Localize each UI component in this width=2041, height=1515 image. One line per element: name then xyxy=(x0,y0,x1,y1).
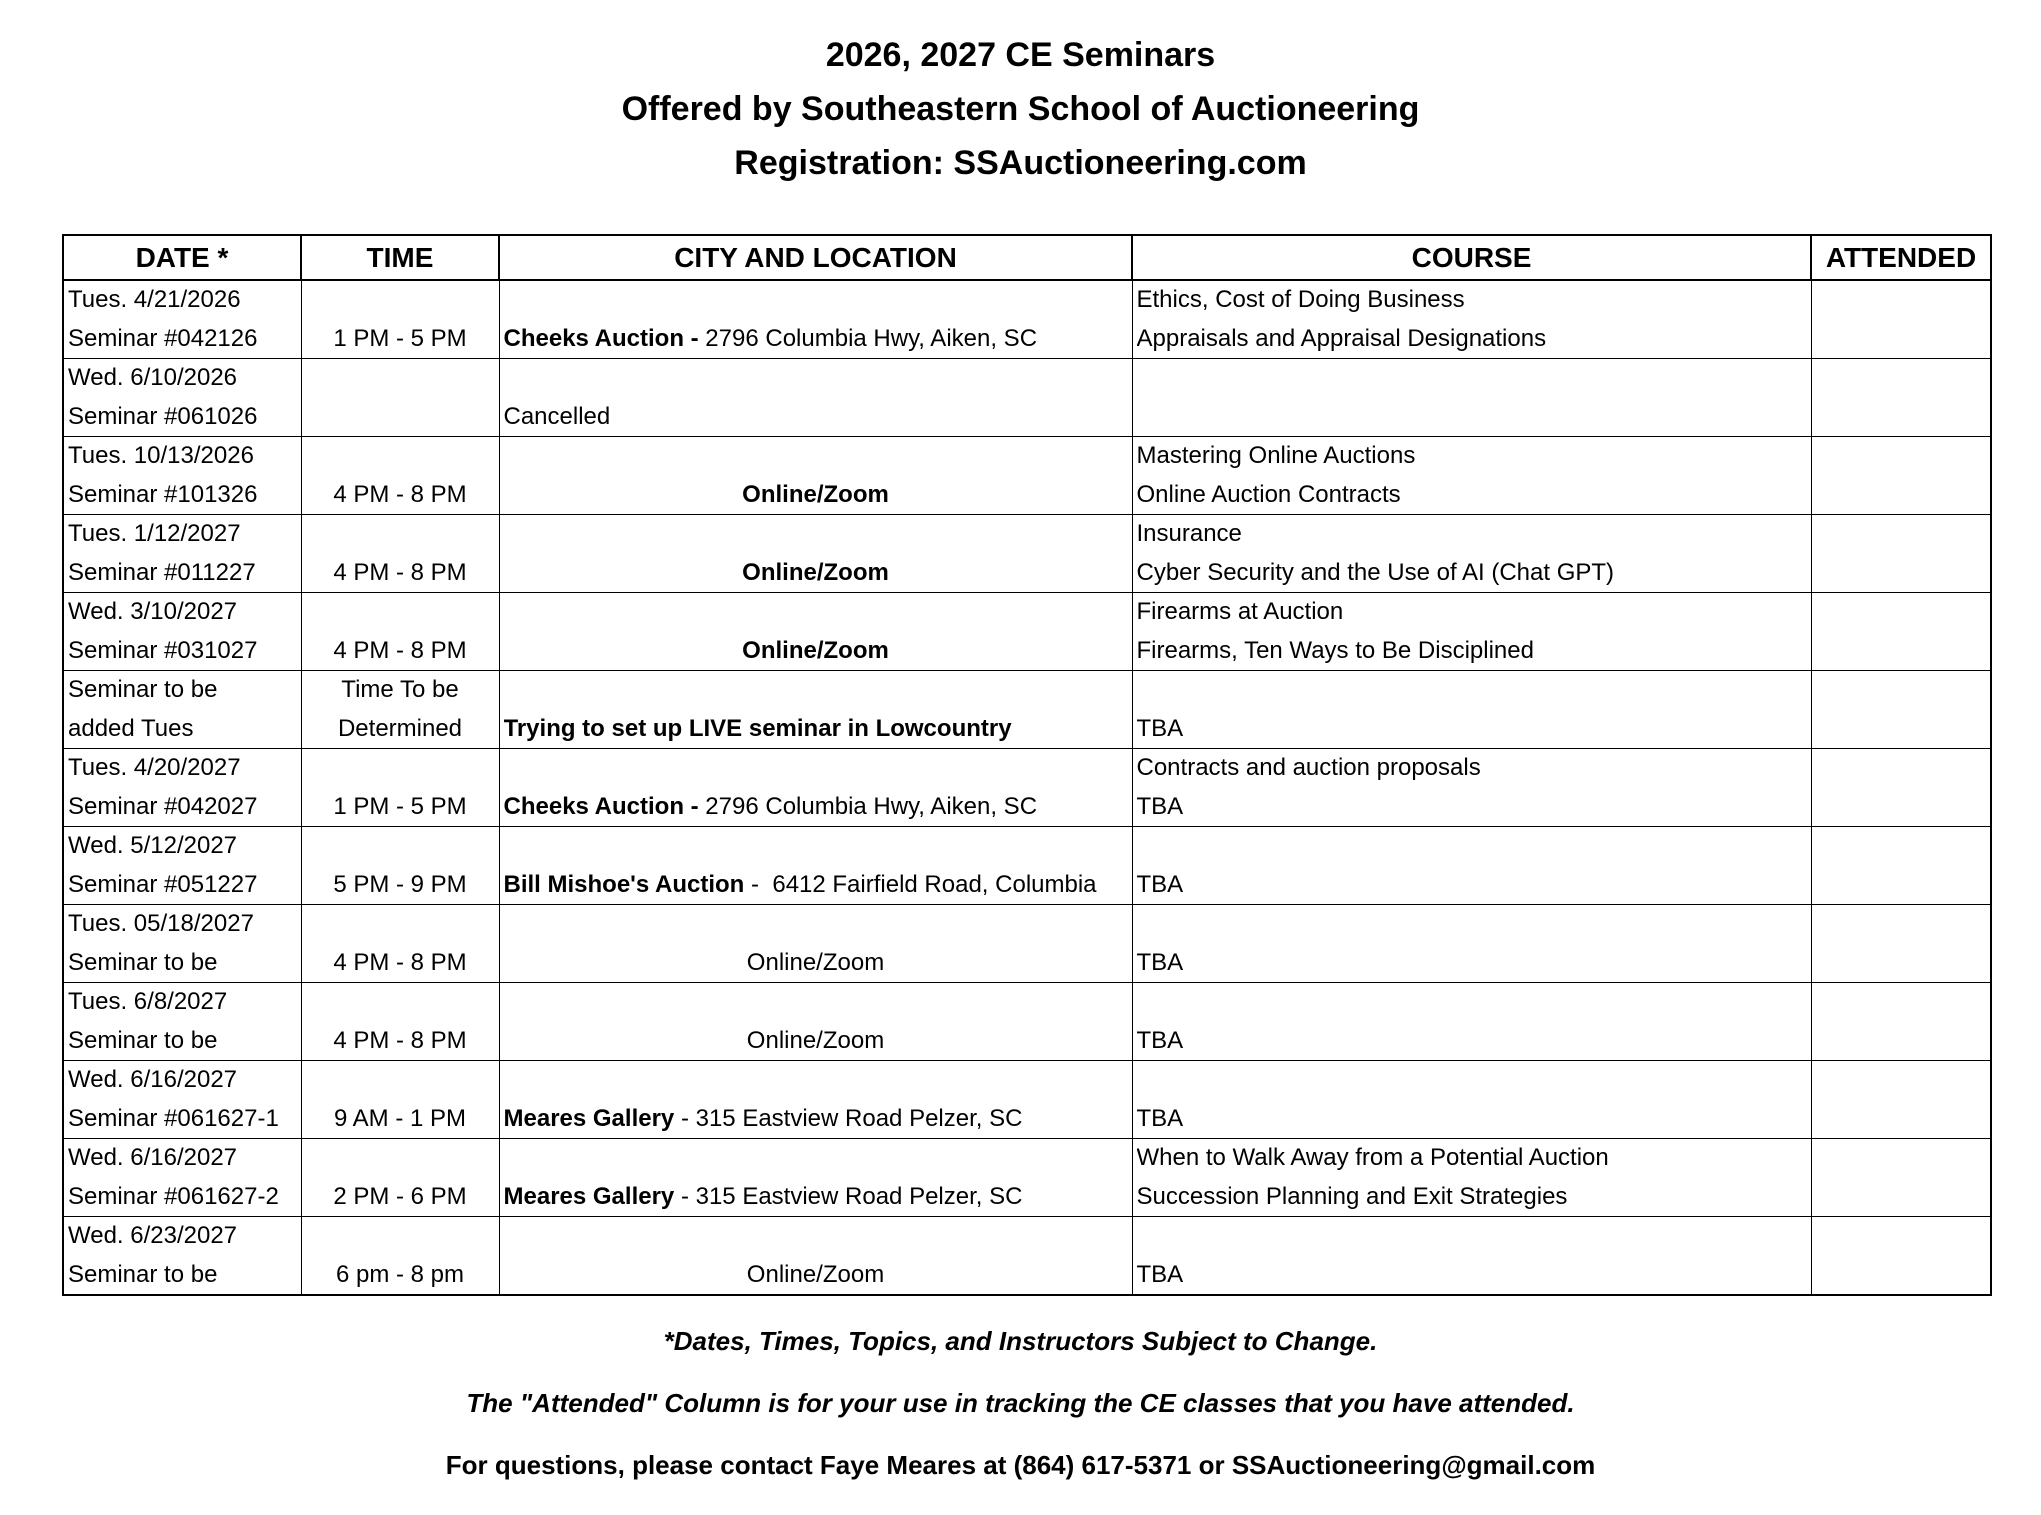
table-row xyxy=(63,1061,1991,1139)
seminar-date: Tues. 4/21/2026 xyxy=(68,286,241,313)
course-title: TBA xyxy=(1136,714,1184,742)
date-cell xyxy=(63,1139,301,1217)
location-address: Online/Zoom xyxy=(746,948,885,976)
time-text xyxy=(306,1061,495,1100)
seminar-number: Seminar #061627-2 xyxy=(68,1182,279,1210)
course-cell xyxy=(1132,749,1811,827)
footer-disclaimer: *Dates, Times, Topics, and Instructors Subject to Change. xyxy=(663,1326,1378,1356)
seminar-date: Wed. 3/10/2027 xyxy=(68,598,238,625)
time-text: 4 PM - 8 PM xyxy=(333,636,467,664)
location-cell xyxy=(499,1217,1132,1296)
column-header-location: CITY AND LOCATION xyxy=(499,235,1132,280)
time-text: 4 PM - 8 PM xyxy=(333,1026,467,1054)
location-line xyxy=(504,710,1128,749)
location-line xyxy=(504,398,1128,437)
location-cell xyxy=(499,1139,1132,1217)
seminar-number: Seminar #042126 xyxy=(68,324,258,352)
course-cell xyxy=(1132,983,1811,1061)
location-cell xyxy=(499,827,1132,905)
time-cell xyxy=(301,515,499,593)
time-text xyxy=(306,515,495,554)
location-line xyxy=(504,320,1128,359)
date-cell xyxy=(63,359,301,437)
course-title: Online Auction Contracts xyxy=(1136,480,1401,508)
time-text: 1 PM - 5 PM xyxy=(333,324,467,352)
location-cell xyxy=(499,749,1132,827)
spacer xyxy=(504,1217,1128,1256)
time-cell xyxy=(301,359,499,437)
table-header-row xyxy=(63,235,1991,280)
location-cell xyxy=(499,593,1132,671)
page-title: 2026, 2027 CE Seminars xyxy=(825,36,1216,74)
location-address: Cancelled xyxy=(503,402,611,430)
time-text: 1 PM - 5 PM xyxy=(333,792,467,820)
course-cell xyxy=(1132,827,1811,905)
course-title xyxy=(1137,983,1807,1022)
course-title: Appraisals and Appraisal Designations xyxy=(1136,324,1547,352)
time-cell xyxy=(301,280,499,359)
time-cell xyxy=(301,827,499,905)
location-line xyxy=(504,1022,1128,1061)
course-title xyxy=(1137,905,1807,944)
time-text: 2 PM - 6 PM xyxy=(333,1182,467,1210)
location-name: Cheeks Auction - xyxy=(503,324,699,352)
seminar-date: Wed. 6/16/2027 xyxy=(68,1144,238,1171)
date-cell xyxy=(63,515,301,593)
time-text xyxy=(306,437,495,476)
spacer xyxy=(504,749,1128,788)
table-row xyxy=(63,827,1991,905)
seminar-date: Wed. 5/12/2027 xyxy=(68,832,238,859)
seminar-date: Tues. 4/20/2027 xyxy=(68,754,241,781)
course-title xyxy=(1137,359,1807,398)
location-address: 2796 Columbia Hwy, Aiken, SC xyxy=(698,792,1038,820)
table-row xyxy=(63,280,1991,359)
time-text: 4 PM - 8 PM xyxy=(333,558,467,586)
course-title xyxy=(1137,1217,1807,1256)
location-cell xyxy=(499,359,1132,437)
course-title xyxy=(1137,1061,1807,1100)
table-row xyxy=(63,1139,1991,1217)
date-cell xyxy=(63,1217,301,1296)
spacer xyxy=(504,983,1128,1022)
course-cell xyxy=(1132,280,1811,359)
attended-checkbox-cell[interactable] xyxy=(1811,1061,1991,1139)
location-line xyxy=(504,1256,1128,1295)
seminar-number: Seminar #101326 xyxy=(68,480,258,508)
course-title: Contracts and auction proposals xyxy=(1136,754,1481,781)
spacer xyxy=(504,1061,1128,1100)
table-body xyxy=(63,280,1991,1295)
course-title xyxy=(1137,398,1807,437)
time-cell xyxy=(301,1061,499,1139)
course-title: Ethics, Cost of Doing Business xyxy=(1136,286,1465,313)
course-cell xyxy=(1132,905,1811,983)
spacer xyxy=(504,827,1128,866)
table-row xyxy=(63,593,1991,671)
location-address: Online/Zoom xyxy=(746,1260,885,1288)
time-text xyxy=(306,593,495,632)
course-title: TBA xyxy=(1136,870,1184,898)
course-cell xyxy=(1132,359,1811,437)
location-address: - 6412 Fairfield Road, Columbia xyxy=(744,870,1097,898)
time-cell xyxy=(301,1139,499,1217)
time-text xyxy=(306,398,495,437)
course-title: Succession Planning and Exit Strategies xyxy=(1136,1182,1568,1210)
spacer xyxy=(504,515,1128,554)
time-cell xyxy=(301,593,499,671)
seminar-number: Seminar #051227 xyxy=(68,870,258,898)
course-cell xyxy=(1132,1139,1811,1217)
spacer xyxy=(504,359,1128,398)
attended-checkbox-cell[interactable] xyxy=(1811,983,1991,1061)
table-row xyxy=(63,983,1991,1061)
registration-link[interactable]: Registration: SSAuctioneering.com xyxy=(734,144,1307,182)
time-text xyxy=(306,359,495,398)
table-row xyxy=(63,749,1991,827)
location-address: - 315 Eastview Road Pelzer, SC xyxy=(674,1104,1023,1132)
attended-checkbox-cell[interactable] xyxy=(1811,1217,1991,1296)
table-row xyxy=(63,359,1991,437)
seminar-number: Seminar #031027 xyxy=(68,636,258,664)
seminar-number: Seminar to be xyxy=(68,1026,218,1054)
column-header-date: DATE * xyxy=(63,235,301,280)
seminar-number: Seminar #042027 xyxy=(68,792,258,820)
location-name: Bill Mishoe's Auction xyxy=(503,870,745,898)
location-line xyxy=(504,476,1128,515)
location-address: Online/Zoom xyxy=(746,1026,885,1054)
seminar-number: Seminar #061026 xyxy=(68,402,258,430)
location-line xyxy=(504,866,1128,905)
seminar-number: Seminar to be xyxy=(68,1260,218,1288)
time-text xyxy=(306,983,495,1022)
seminar-number: Seminar to be xyxy=(68,948,218,976)
date-cell xyxy=(63,905,301,983)
seminar-date: Tues. 10/13/2026 xyxy=(68,442,254,469)
course-cell xyxy=(1132,515,1811,593)
table-row xyxy=(63,437,1991,515)
attended-checkbox-cell[interactable] xyxy=(1811,905,1991,983)
course-title: Firearms at Auction xyxy=(1136,598,1344,625)
seminar-date: Wed. 6/23/2027 xyxy=(68,1222,238,1249)
spacer xyxy=(504,437,1128,476)
date-cell xyxy=(63,749,301,827)
location-name: Cheeks Auction - xyxy=(503,792,699,820)
location-name: Online/Zoom xyxy=(742,558,889,586)
time-cell xyxy=(301,437,499,515)
time-text xyxy=(306,1139,495,1178)
time-text: Determined xyxy=(337,714,463,742)
course-cell xyxy=(1132,437,1811,515)
course-title: TBA xyxy=(1136,1104,1184,1132)
column-header-time: TIME xyxy=(301,235,499,280)
location-line xyxy=(504,944,1128,983)
location-name: Meares Gallery xyxy=(503,1104,675,1132)
course-cell xyxy=(1132,671,1811,749)
attended-checkbox-cell[interactable] xyxy=(1811,515,1991,593)
location-cell xyxy=(499,671,1132,749)
location-name: Trying to set up LIVE seminar in Lowcountry xyxy=(503,714,1012,742)
seminar-date: Seminar to be xyxy=(68,676,218,703)
column-header-course: COURSE xyxy=(1132,235,1811,280)
seminar-number: added Tues xyxy=(68,714,194,742)
seminar-date: Tues. 1/12/2027 xyxy=(68,520,241,547)
time-cell xyxy=(301,749,499,827)
time-text: 5 PM - 9 PM xyxy=(333,870,467,898)
location-cell xyxy=(499,983,1132,1061)
course-cell xyxy=(1132,1217,1811,1296)
table-row xyxy=(63,671,1991,749)
location-name: Meares Gallery xyxy=(503,1182,675,1210)
date-cell xyxy=(63,593,301,671)
date-cell xyxy=(63,280,301,359)
location-line xyxy=(504,554,1128,593)
footer-contact: For questions, please contact Faye Meares at (864) 617-5371 or SSAuctioneering@gmail.com xyxy=(445,1450,1596,1480)
course-title: TBA xyxy=(1136,948,1184,976)
location-line xyxy=(504,1178,1128,1217)
location-line xyxy=(504,632,1128,671)
date-cell xyxy=(63,983,301,1061)
attended-checkbox-cell[interactable] xyxy=(1811,1139,1991,1217)
attended-checkbox-cell[interactable] xyxy=(1811,827,1991,905)
seminar-number: Seminar #011227 xyxy=(68,558,256,586)
course-title: TBA xyxy=(1136,1260,1184,1288)
attended-checkbox-cell[interactable] xyxy=(1811,359,1991,437)
time-text: 9 AM - 1 PM xyxy=(333,1104,467,1132)
attended-checkbox-cell[interactable] xyxy=(1811,593,1991,671)
seminar-date: Wed. 6/10/2026 xyxy=(68,364,238,391)
seminar-date: Tues. 6/8/2027 xyxy=(68,988,228,1015)
location-name: Online/Zoom xyxy=(742,480,889,508)
spacer xyxy=(504,281,1128,320)
date-cell xyxy=(63,437,301,515)
time-cell xyxy=(301,1217,499,1296)
time-cell xyxy=(301,983,499,1061)
table-row xyxy=(63,905,1991,983)
location-cell xyxy=(499,905,1132,983)
attended-checkbox-cell[interactable] xyxy=(1811,671,1991,749)
footer-attended-note: The "Attended" Column is for your use in tracking the CE classes that you have attended. xyxy=(466,1388,1575,1418)
course-title: TBA xyxy=(1136,792,1184,820)
time-text xyxy=(306,749,495,788)
location-cell xyxy=(499,280,1132,359)
course-cell xyxy=(1132,593,1811,671)
time-text: 4 PM - 8 PM xyxy=(333,480,467,508)
seminar-number: Seminar #061627-1 xyxy=(68,1104,279,1132)
date-cell xyxy=(63,827,301,905)
attended-checkbox-cell[interactable] xyxy=(1811,437,1991,515)
time-cell xyxy=(301,671,499,749)
spacer xyxy=(504,1139,1128,1178)
course-title: TBA xyxy=(1136,1026,1184,1054)
location-line xyxy=(504,1100,1128,1139)
spacer xyxy=(504,905,1128,944)
course-title: Mastering Online Auctions xyxy=(1136,442,1416,469)
time-text xyxy=(306,905,495,944)
course-title: Firearms, Ten Ways to Be Disciplined xyxy=(1136,636,1534,664)
time-text xyxy=(306,281,495,320)
location-address: - 315 Eastview Road Pelzer, SC xyxy=(674,1182,1023,1210)
location-cell xyxy=(499,515,1132,593)
course-title: When to Walk Away from a Potential Auction xyxy=(1136,1144,1609,1171)
location-name: Online/Zoom xyxy=(742,636,889,664)
time-text xyxy=(306,1217,495,1256)
table-row xyxy=(63,1217,1991,1296)
spacer xyxy=(504,671,1128,710)
table-row xyxy=(63,515,1991,593)
time-text: Time To be xyxy=(341,676,459,703)
attended-checkbox-cell[interactable] xyxy=(1811,749,1991,827)
course-title xyxy=(1137,827,1807,866)
location-address: 2796 Columbia Hwy, Aiken, SC xyxy=(698,324,1038,352)
page-subtitle: Offered by Southeastern School of Auctioneering xyxy=(621,90,1420,128)
location-cell xyxy=(499,437,1132,515)
time-text xyxy=(306,827,495,866)
seminar-date: Wed. 6/16/2027 xyxy=(68,1066,238,1093)
location-line xyxy=(504,788,1128,827)
spacer xyxy=(504,593,1128,632)
attended-checkbox-cell[interactable] xyxy=(1811,280,1991,359)
column-header-attended: ATTENDED xyxy=(1811,235,1991,280)
date-cell xyxy=(63,1061,301,1139)
seminar-table xyxy=(62,234,1992,1296)
course-cell xyxy=(1132,1061,1811,1139)
course-title: Cyber Security and the Use of AI (Chat GPT) xyxy=(1136,558,1615,586)
date-cell xyxy=(63,671,301,749)
location-cell xyxy=(499,1061,1132,1139)
seminar-date: Tues. 05/18/2027 xyxy=(68,910,254,937)
time-text: 4 PM - 8 PM xyxy=(333,948,467,976)
time-text: 6 pm - 8 pm xyxy=(335,1260,465,1288)
time-cell xyxy=(301,905,499,983)
course-title xyxy=(1137,671,1807,710)
course-title: Insurance xyxy=(1136,520,1242,547)
